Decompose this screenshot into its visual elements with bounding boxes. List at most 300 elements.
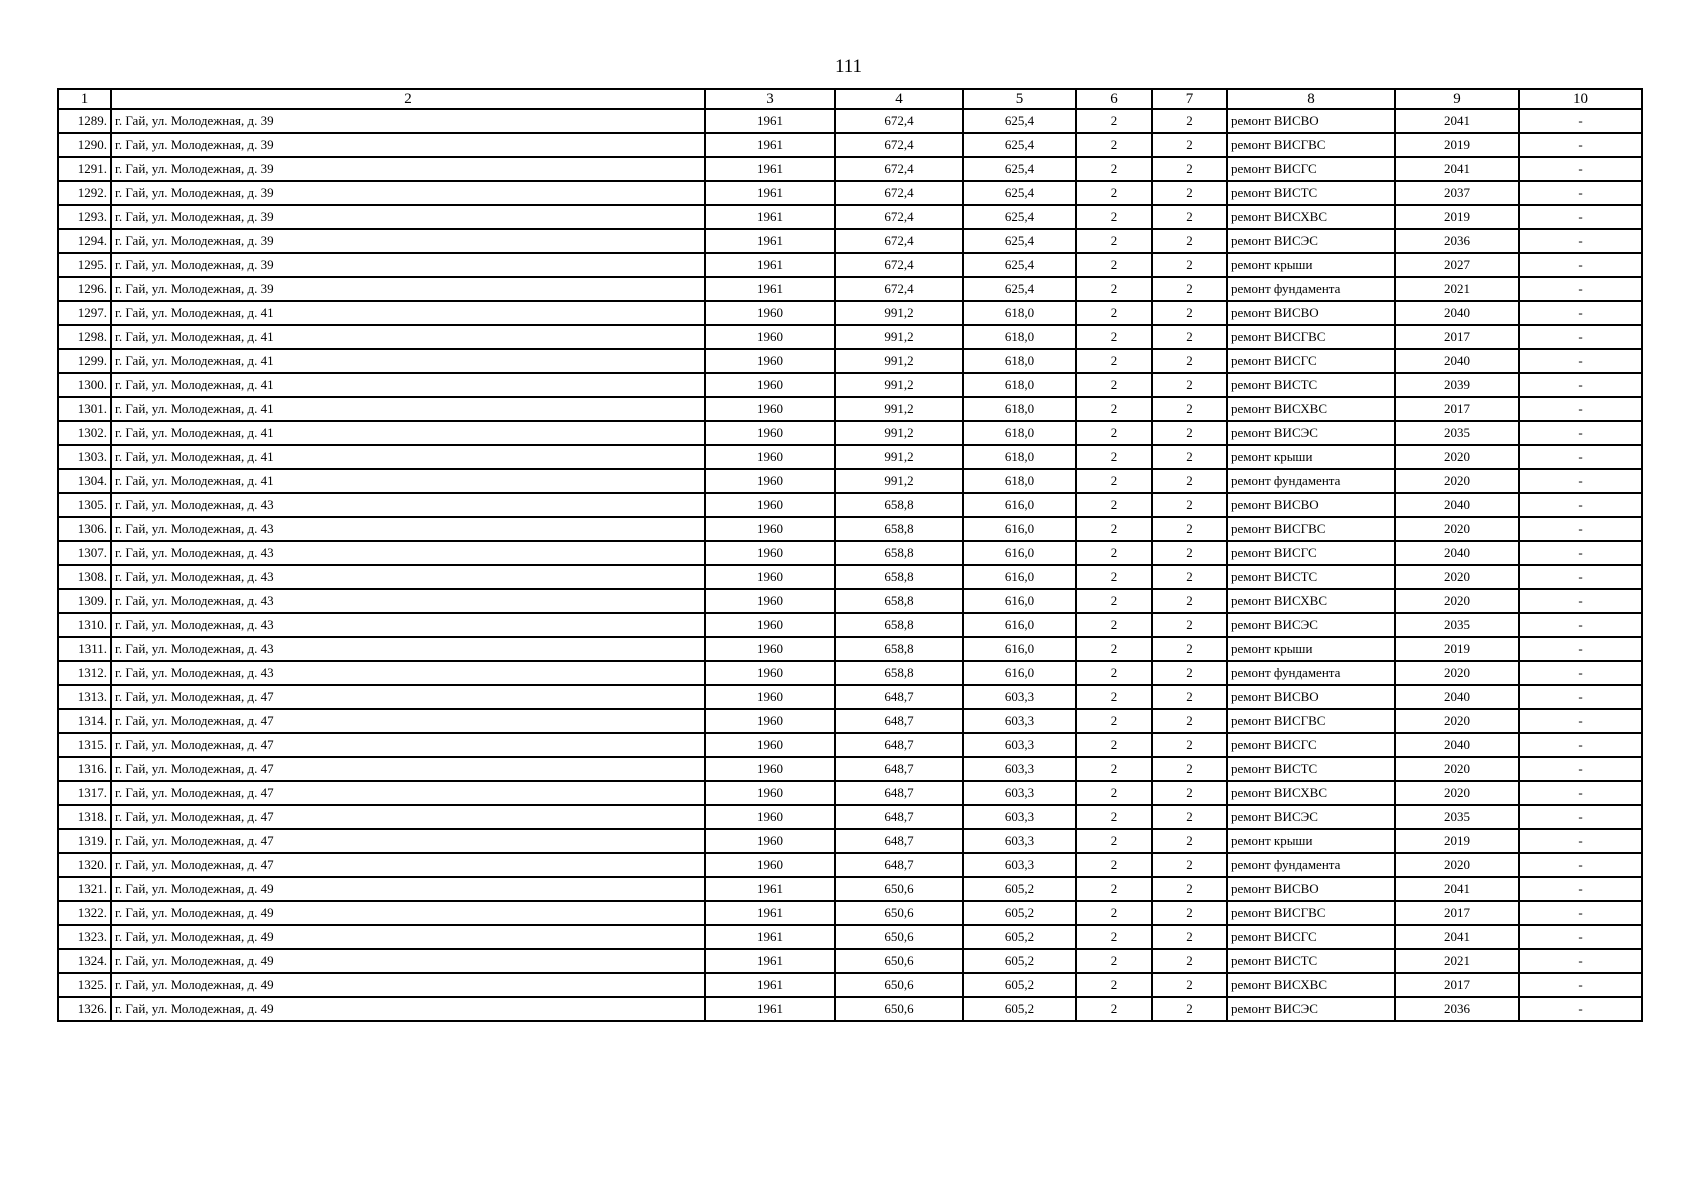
work-type-cell: ремонт фундамента (1227, 469, 1395, 493)
year-built-cell: 1960 (705, 445, 835, 469)
table-row (58, 397, 1642, 421)
year-built-cell: 1960 (705, 781, 835, 805)
address-cell: г. Гай, ул. Молодежная, д. 49 (111, 949, 705, 973)
floors-cell: 2 (1076, 661, 1152, 685)
note-cell: - (1519, 709, 1642, 733)
address-cell: г. Гай, ул. Молодежная, д. 47 (111, 709, 705, 733)
planned-year-cell: 2041 (1395, 109, 1519, 133)
table-body (58, 109, 1642, 1021)
planned-year-cell: 2020 (1395, 589, 1519, 613)
row-number-cell: 1298. (58, 325, 111, 349)
address-cell: г. Гай, ул. Молодежная, д. 47 (111, 805, 705, 829)
floors-cell: 2 (1076, 565, 1152, 589)
work-type-cell: ремонт фундамента (1227, 661, 1395, 685)
note-cell: - (1519, 229, 1642, 253)
total-area-cell: 648,7 (835, 733, 963, 757)
total-area-cell: 658,8 (835, 589, 963, 613)
table-row (58, 421, 1642, 445)
table-row (58, 541, 1642, 565)
floors-cell: 2 (1076, 277, 1152, 301)
planned-year-cell: 2017 (1395, 397, 1519, 421)
total-area-cell: 672,4 (835, 109, 963, 133)
entrances-cell: 2 (1152, 709, 1227, 733)
entrances-cell: 2 (1152, 949, 1227, 973)
floors-cell: 2 (1076, 733, 1152, 757)
note-cell: - (1519, 205, 1642, 229)
year-built-cell: 1961 (705, 949, 835, 973)
living-area-cell: 603,3 (963, 709, 1076, 733)
living-area-cell: 625,4 (963, 205, 1076, 229)
note-cell: - (1519, 757, 1642, 781)
work-type-cell: ремонт ВИСВО (1227, 877, 1395, 901)
living-area-cell: 605,2 (963, 901, 1076, 925)
living-area-cell: 618,0 (963, 325, 1076, 349)
table-row (58, 853, 1642, 877)
work-type-cell: ремонт ВИСГВС (1227, 517, 1395, 541)
total-area-cell: 672,4 (835, 229, 963, 253)
table-row (58, 733, 1642, 757)
note-cell: - (1519, 493, 1642, 517)
year-built-cell: 1960 (705, 517, 835, 541)
row-number-cell: 1289. (58, 109, 111, 133)
address-cell: г. Гай, ул. Молодежная, д. 41 (111, 397, 705, 421)
year-built-cell: 1961 (705, 877, 835, 901)
row-number-cell: 1294. (58, 229, 111, 253)
table-row (58, 805, 1642, 829)
table-row (58, 349, 1642, 373)
total-area-cell: 648,7 (835, 853, 963, 877)
note-cell: - (1519, 397, 1642, 421)
address-cell: г. Гай, ул. Молодежная, д. 41 (111, 325, 705, 349)
total-area-cell: 658,8 (835, 541, 963, 565)
floors-cell: 2 (1076, 853, 1152, 877)
address-cell: г. Гай, ул. Молодежная, д. 43 (111, 493, 705, 517)
total-area-cell: 658,8 (835, 565, 963, 589)
note-cell: - (1519, 997, 1642, 1021)
address-cell: г. Гай, ул. Молодежная, д. 43 (111, 565, 705, 589)
year-built-cell: 1960 (705, 661, 835, 685)
planned-year-cell: 2020 (1395, 709, 1519, 733)
row-number-cell: 1314. (58, 709, 111, 733)
entrances-cell: 2 (1152, 205, 1227, 229)
note-cell: - (1519, 805, 1642, 829)
table-row (58, 517, 1642, 541)
row-number-cell: 1306. (58, 517, 111, 541)
year-built-cell: 1961 (705, 109, 835, 133)
living-area-cell: 603,3 (963, 757, 1076, 781)
note-cell: - (1519, 373, 1642, 397)
floors-cell: 2 (1076, 133, 1152, 157)
planned-year-cell: 2040 (1395, 685, 1519, 709)
address-cell: г. Гай, ул. Молодежная, д. 39 (111, 133, 705, 157)
living-area-cell: 605,2 (963, 925, 1076, 949)
row-number-cell: 1292. (58, 181, 111, 205)
total-area-cell: 658,8 (835, 661, 963, 685)
total-area-cell: 648,7 (835, 685, 963, 709)
address-cell: г. Гай, ул. Молодежная, д. 49 (111, 973, 705, 997)
work-type-cell: ремонт ВИСВО (1227, 301, 1395, 325)
floors-cell: 2 (1076, 373, 1152, 397)
address-cell: г. Гай, ул. Молодежная, д. 49 (111, 925, 705, 949)
living-area-cell: 605,2 (963, 949, 1076, 973)
living-area-cell: 625,4 (963, 157, 1076, 181)
table-row (58, 133, 1642, 157)
note-cell: - (1519, 661, 1642, 685)
row-number-cell: 1309. (58, 589, 111, 613)
work-type-cell: ремонт ВИСЭС (1227, 421, 1395, 445)
planned-year-cell: 2035 (1395, 805, 1519, 829)
address-cell: г. Гай, ул. Молодежная, д. 43 (111, 661, 705, 685)
work-type-cell: ремонт ВИСТС (1227, 565, 1395, 589)
entrances-cell: 2 (1152, 973, 1227, 997)
work-type-cell: ремонт ВИСХВС (1227, 205, 1395, 229)
planned-year-cell: 2020 (1395, 781, 1519, 805)
row-number-cell: 1295. (58, 253, 111, 277)
floors-cell: 2 (1076, 109, 1152, 133)
work-type-cell: ремонт ВИСТС (1227, 949, 1395, 973)
entrances-cell: 2 (1152, 421, 1227, 445)
address-cell: г. Гай, ул. Молодежная, д. 43 (111, 541, 705, 565)
year-built-cell: 1960 (705, 301, 835, 325)
work-type-cell: ремонт крыши (1227, 445, 1395, 469)
year-built-cell: 1960 (705, 829, 835, 853)
table-row (58, 709, 1642, 733)
entrances-cell: 2 (1152, 301, 1227, 325)
row-number-cell: 1321. (58, 877, 111, 901)
row-number-cell: 1297. (58, 301, 111, 325)
address-cell: г. Гай, ул. Молодежная, д. 39 (111, 277, 705, 301)
note-cell: - (1519, 949, 1642, 973)
floors-cell: 2 (1076, 517, 1152, 541)
row-number-cell: 1320. (58, 853, 111, 877)
note-cell: - (1519, 181, 1642, 205)
work-type-cell: ремонт ВИСГС (1227, 349, 1395, 373)
table-row (58, 373, 1642, 397)
entrances-cell: 2 (1152, 157, 1227, 181)
address-cell: г. Гай, ул. Молодежная, д. 49 (111, 877, 705, 901)
total-area-cell: 658,8 (835, 493, 963, 517)
living-area-cell: 618,0 (963, 469, 1076, 493)
address-cell: г. Гай, ул. Молодежная, д. 41 (111, 445, 705, 469)
work-type-cell: ремонт ВИСВО (1227, 685, 1395, 709)
note-cell: - (1519, 637, 1642, 661)
total-area-cell: 650,6 (835, 997, 963, 1021)
floors-cell: 2 (1076, 253, 1152, 277)
entrances-cell: 2 (1152, 733, 1227, 757)
row-number-cell: 1317. (58, 781, 111, 805)
living-area-cell: 618,0 (963, 421, 1076, 445)
year-built-cell: 1960 (705, 613, 835, 637)
year-built-cell: 1960 (705, 397, 835, 421)
floors-cell: 2 (1076, 925, 1152, 949)
column-header-4: 4 (835, 89, 963, 109)
entrances-cell: 2 (1152, 877, 1227, 901)
year-built-cell: 1960 (705, 757, 835, 781)
table-row (58, 229, 1642, 253)
address-cell: г. Гай, ул. Молодежная, д. 41 (111, 421, 705, 445)
table-row (58, 973, 1642, 997)
living-area-cell: 618,0 (963, 373, 1076, 397)
table-row (58, 781, 1642, 805)
year-built-cell: 1961 (705, 973, 835, 997)
living-area-cell: 616,0 (963, 541, 1076, 565)
row-number-cell: 1299. (58, 349, 111, 373)
table-row (58, 685, 1642, 709)
work-type-cell: ремонт крыши (1227, 637, 1395, 661)
row-number-cell: 1310. (58, 613, 111, 637)
row-number-cell: 1315. (58, 733, 111, 757)
table-row (58, 445, 1642, 469)
entrances-cell: 2 (1152, 325, 1227, 349)
work-type-cell: ремонт ВИСЭС (1227, 997, 1395, 1021)
planned-year-cell: 2020 (1395, 445, 1519, 469)
living-area-cell: 625,4 (963, 229, 1076, 253)
row-number-cell: 1325. (58, 973, 111, 997)
entrances-cell: 2 (1152, 685, 1227, 709)
total-area-cell: 991,2 (835, 301, 963, 325)
table-row (58, 181, 1642, 205)
address-cell: г. Гай, ул. Молодежная, д. 47 (111, 757, 705, 781)
table-row (58, 949, 1642, 973)
planned-year-cell: 2036 (1395, 229, 1519, 253)
floors-cell: 2 (1076, 349, 1152, 373)
column-header-3: 3 (705, 89, 835, 109)
floors-cell: 2 (1076, 325, 1152, 349)
planned-year-cell: 2040 (1395, 541, 1519, 565)
note-cell: - (1519, 877, 1642, 901)
table-row (58, 997, 1642, 1021)
living-area-cell: 625,4 (963, 181, 1076, 205)
living-area-cell: 603,3 (963, 829, 1076, 853)
total-area-cell: 672,4 (835, 205, 963, 229)
total-area-cell: 991,2 (835, 445, 963, 469)
year-built-cell: 1961 (705, 253, 835, 277)
entrances-cell: 2 (1152, 637, 1227, 661)
row-number-cell: 1313. (58, 685, 111, 709)
work-type-cell: ремонт ВИСВО (1227, 493, 1395, 517)
planned-year-cell: 2017 (1395, 901, 1519, 925)
floors-cell: 2 (1076, 469, 1152, 493)
total-area-cell: 991,2 (835, 349, 963, 373)
work-type-cell: ремонт ВИСГВС (1227, 133, 1395, 157)
floors-cell: 2 (1076, 949, 1152, 973)
floors-cell: 2 (1076, 709, 1152, 733)
year-built-cell: 1960 (705, 493, 835, 517)
year-built-cell: 1960 (705, 589, 835, 613)
planned-year-cell: 2040 (1395, 349, 1519, 373)
work-type-cell: ремонт ВИСХВС (1227, 973, 1395, 997)
living-area-cell: 603,3 (963, 805, 1076, 829)
total-area-cell: 648,7 (835, 757, 963, 781)
entrances-cell: 2 (1152, 181, 1227, 205)
note-cell: - (1519, 589, 1642, 613)
table-row (58, 109, 1642, 133)
entrances-cell: 2 (1152, 853, 1227, 877)
address-cell: г. Гай, ул. Молодежная, д. 41 (111, 469, 705, 493)
note-cell: - (1519, 421, 1642, 445)
planned-year-cell: 2027 (1395, 253, 1519, 277)
work-type-cell: ремонт фундамента (1227, 277, 1395, 301)
row-number-cell: 1319. (58, 829, 111, 853)
living-area-cell: 605,2 (963, 973, 1076, 997)
work-type-cell: ремонт ВИСГВС (1227, 901, 1395, 925)
living-area-cell: 618,0 (963, 349, 1076, 373)
total-area-cell: 991,2 (835, 469, 963, 493)
living-area-cell: 625,4 (963, 253, 1076, 277)
table-row (58, 301, 1642, 325)
total-area-cell: 658,8 (835, 637, 963, 661)
page-number: 111 (834, 56, 863, 77)
table-row (58, 901, 1642, 925)
address-cell: г. Гай, ул. Молодежная, д. 41 (111, 373, 705, 397)
total-area-cell: 658,8 (835, 613, 963, 637)
entrances-cell: 2 (1152, 901, 1227, 925)
note-cell: - (1519, 469, 1642, 493)
year-built-cell: 1960 (705, 565, 835, 589)
total-area-cell: 991,2 (835, 421, 963, 445)
planned-year-cell: 2040 (1395, 733, 1519, 757)
floors-cell: 2 (1076, 805, 1152, 829)
work-type-cell: ремонт ВИСГВС (1227, 325, 1395, 349)
total-area-cell: 650,6 (835, 901, 963, 925)
planned-year-cell: 2041 (1395, 925, 1519, 949)
planned-year-cell: 2040 (1395, 493, 1519, 517)
note-cell: - (1519, 685, 1642, 709)
work-type-cell: ремонт ВИСЭС (1227, 805, 1395, 829)
total-area-cell: 648,7 (835, 805, 963, 829)
column-header-2: 2 (111, 89, 705, 109)
total-area-cell: 648,7 (835, 829, 963, 853)
work-type-cell: ремонт ВИСХВС (1227, 397, 1395, 421)
floors-cell: 2 (1076, 997, 1152, 1021)
row-number-cell: 1318. (58, 805, 111, 829)
entrances-cell: 2 (1152, 541, 1227, 565)
year-built-cell: 1961 (705, 997, 835, 1021)
total-area-cell: 648,7 (835, 781, 963, 805)
floors-cell: 2 (1076, 397, 1152, 421)
table-row (58, 589, 1642, 613)
planned-year-cell: 2021 (1395, 949, 1519, 973)
entrances-cell: 2 (1152, 493, 1227, 517)
floors-cell: 2 (1076, 421, 1152, 445)
planned-year-cell: 2017 (1395, 973, 1519, 997)
column-header-8: 8 (1227, 89, 1395, 109)
entrances-cell: 2 (1152, 469, 1227, 493)
living-area-cell: 603,3 (963, 685, 1076, 709)
row-number-cell: 1323. (58, 925, 111, 949)
entrances-cell: 2 (1152, 781, 1227, 805)
work-type-cell: ремонт ВИСХВС (1227, 589, 1395, 613)
year-built-cell: 1961 (705, 277, 835, 301)
living-area-cell: 618,0 (963, 445, 1076, 469)
planned-year-cell: 2035 (1395, 613, 1519, 637)
column-header-1: 1 (58, 89, 111, 109)
living-area-cell: 616,0 (963, 661, 1076, 685)
floors-cell: 2 (1076, 757, 1152, 781)
row-number-cell: 1312. (58, 661, 111, 685)
row-number-cell: 1301. (58, 397, 111, 421)
entrances-cell: 2 (1152, 229, 1227, 253)
note-cell: - (1519, 853, 1642, 877)
total-area-cell: 991,2 (835, 325, 963, 349)
table-row (58, 613, 1642, 637)
address-cell: г. Гай, ул. Молодежная, д. 39 (111, 109, 705, 133)
table-row (58, 565, 1642, 589)
living-area-cell: 616,0 (963, 517, 1076, 541)
year-built-cell: 1961 (705, 157, 835, 181)
planned-year-cell: 2041 (1395, 877, 1519, 901)
entrances-cell: 2 (1152, 349, 1227, 373)
floors-cell: 2 (1076, 589, 1152, 613)
note-cell: - (1519, 253, 1642, 277)
row-number-cell: 1305. (58, 493, 111, 517)
living-area-cell: 625,4 (963, 133, 1076, 157)
planned-year-cell: 2036 (1395, 997, 1519, 1021)
row-number-cell: 1326. (58, 997, 111, 1021)
planned-year-cell: 2037 (1395, 181, 1519, 205)
row-number-cell: 1300. (58, 373, 111, 397)
work-type-cell: ремонт фундамента (1227, 853, 1395, 877)
work-type-cell: ремонт ВИСТС (1227, 373, 1395, 397)
total-area-cell: 672,4 (835, 157, 963, 181)
planned-year-cell: 2020 (1395, 469, 1519, 493)
floors-cell: 2 (1076, 829, 1152, 853)
entrances-cell: 2 (1152, 589, 1227, 613)
entrances-cell: 2 (1152, 829, 1227, 853)
entrances-cell: 2 (1152, 517, 1227, 541)
table-row (58, 757, 1642, 781)
address-cell: г. Гай, ул. Молодежная, д. 47 (111, 781, 705, 805)
total-area-cell: 991,2 (835, 397, 963, 421)
column-header-5: 5 (963, 89, 1076, 109)
work-type-cell: ремонт ВИСТС (1227, 181, 1395, 205)
total-area-cell: 672,4 (835, 277, 963, 301)
address-cell: г. Гай, ул. Молодежная, д. 39 (111, 157, 705, 181)
floors-cell: 2 (1076, 637, 1152, 661)
row-number-cell: 1307. (58, 541, 111, 565)
floors-cell: 2 (1076, 877, 1152, 901)
entrances-cell: 2 (1152, 565, 1227, 589)
total-area-cell: 658,8 (835, 517, 963, 541)
planned-year-cell: 2020 (1395, 757, 1519, 781)
floors-cell: 2 (1076, 781, 1152, 805)
year-built-cell: 1960 (705, 709, 835, 733)
planned-year-cell: 2019 (1395, 637, 1519, 661)
total-area-cell: 672,4 (835, 133, 963, 157)
year-built-cell: 1960 (705, 541, 835, 565)
table-row (58, 661, 1642, 685)
entrances-cell: 2 (1152, 445, 1227, 469)
work-type-cell: ремонт ВИСХВС (1227, 781, 1395, 805)
table-row (58, 205, 1642, 229)
total-area-cell: 650,6 (835, 973, 963, 997)
address-cell: г. Гай, ул. Молодежная, д. 41 (111, 349, 705, 373)
row-number-cell: 1316. (58, 757, 111, 781)
note-cell: - (1519, 301, 1642, 325)
entrances-cell: 2 (1152, 613, 1227, 637)
address-cell: г. Гай, ул. Молодежная, д. 41 (111, 301, 705, 325)
year-built-cell: 1961 (705, 925, 835, 949)
floors-cell: 2 (1076, 613, 1152, 637)
floors-cell: 2 (1076, 205, 1152, 229)
total-area-cell: 648,7 (835, 709, 963, 733)
year-built-cell: 1960 (705, 805, 835, 829)
note-cell: - (1519, 157, 1642, 181)
table-row (58, 925, 1642, 949)
year-built-cell: 1960 (705, 421, 835, 445)
living-area-cell: 603,3 (963, 853, 1076, 877)
planned-year-cell: 2019 (1395, 829, 1519, 853)
